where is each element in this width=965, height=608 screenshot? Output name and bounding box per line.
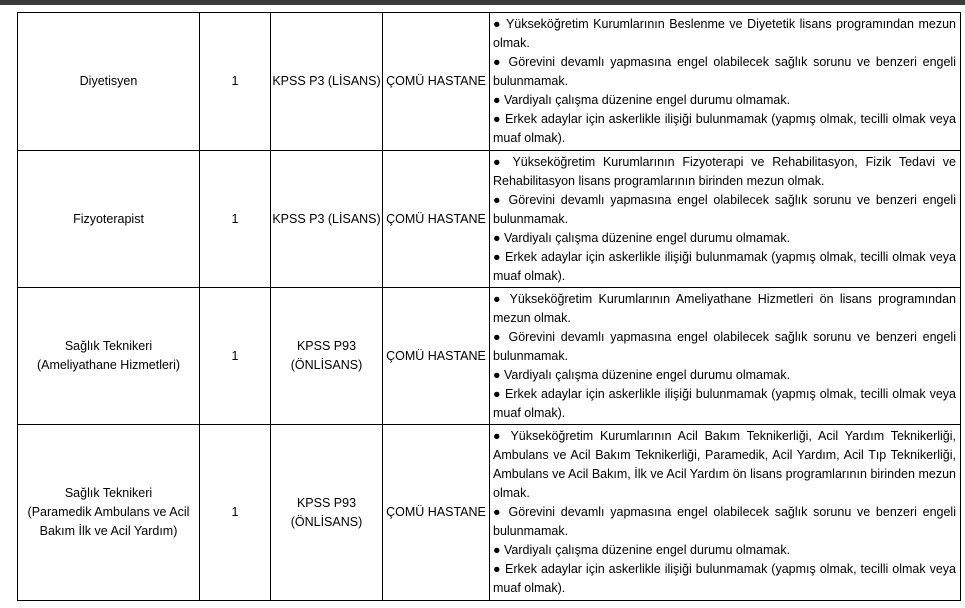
requirement-item: ● Erkek adaylar için askerlikle ilişiği bulunmamak (yapmış olmak, tecilli olmak veya muaf olmak).	[493, 112, 956, 145]
position-title-line: Sağlık Teknikeri	[64, 339, 153, 353]
exam-type-cell	[271, 425, 383, 601]
exam-type-cell	[271, 288, 383, 425]
requirement-item: ● Vardiyalı çalışma düzenine engel durumu olmamak.	[493, 230, 791, 245]
requirement-item: ● Vardiyalı çalışma düzenine engel durumu olmamak.	[493, 93, 791, 107]
requirement-item: ● Yükseköğretim Kurumlarının Fizyoterapi ve Rehabilitasyon, Fizik Tedavi ve Rehabilitasyon lisans programlarının birinden mezun olmak.	[493, 154, 956, 188]
requirements-cell	[490, 13, 961, 151]
requirement-item: ● Vardiyalı çalışma düzenine engel durumu olmamak.	[493, 543, 791, 557]
workplace-cell	[383, 288, 490, 425]
requirement-item: ● Görevini devamlı yapmasına engel olabilecek sağlık sorunu ve benzeri engeli bulunmamak.	[493, 192, 956, 226]
position-count: 1	[231, 74, 239, 88]
table-row	[18, 425, 961, 601]
position-title-cell	[18, 151, 200, 288]
requirement-item: ● Görevini devamlı yapmasına engel olabilecek sağlık sorunu ve benzeri engeli bulunmamak.	[493, 55, 956, 88]
table-row	[18, 13, 961, 151]
requirement-item: ● Görevini devamlı yapmasına engel olabilecek sağlık sorunu ve benzeri engeli bulunmamak.	[493, 329, 956, 363]
requirement-item: ● Vardiyalı çalışma düzenine engel durumu olmamak.	[493, 367, 791, 382]
position-count: 1	[231, 505, 239, 519]
workplace-cell	[383, 425, 490, 601]
requirement-item: ● Yükseköğretim Kurumlarının Ameliyathane Hizmetleri ön lisans programından mezun olmak.	[493, 291, 956, 325]
requirement-item: ● Erkek adaylar için askerlikle ilişiği bulunmamak (yapmış olmak, tecilli olmak veya muaf olmak).	[493, 249, 956, 283]
requirement-item: ● Görevini devamlı yapmasına engel olabilecek sağlık sorunu ve benzeri engeli bulunmamak.	[493, 505, 956, 538]
position-count-cell	[200, 288, 271, 425]
exam-type-line: KPSS P93	[296, 339, 357, 353]
table-row	[18, 151, 961, 288]
top-border-bar	[0, 0, 965, 5]
exam-type-cell	[271, 151, 383, 288]
positions-table	[17, 12, 961, 601]
exam-type-line: (ÖNLİSANS)	[290, 358, 363, 372]
exam-type-line: KPSS P3 (LİSANS)	[272, 74, 381, 88]
workplace-cell	[383, 13, 490, 151]
positions-table-body	[18, 13, 961, 601]
workplace-cell	[383, 151, 490, 288]
position-title-line: Fizyoterapist	[73, 211, 144, 226]
position-title-line: Bakım İlk ve Acil Yardım)	[39, 524, 178, 538]
position-count-cell	[200, 425, 271, 601]
requirements-cell	[490, 151, 961, 288]
workplace-name: ÇOMÜ HASTANE	[386, 348, 486, 363]
requirements-cell	[490, 425, 961, 601]
position-title-cell	[18, 13, 200, 151]
requirement-item: ● Yükseköğretim Kurumlarının Acil Bakım Teknikerliği, Acil Yardım Teknikerliği, Ambulans ve Acil Bakım Teknikerliği, Paramedik, Acil Yardım, Acil Tıp Teknikerliği, Ambulans ve Acil Bakım, İlk ve Acil Yardım ön lisans programlarının birinden mezun olmak.	[493, 429, 956, 500]
requirement-item: ● Erkek adaylar için askerlikle ilişiği bulunmamak (yapmış olmak, tecilli olmak veya muaf olmak).	[493, 562, 956, 595]
exam-type-line: (ÖNLİSANS)	[290, 514, 363, 529]
table-row	[18, 288, 961, 425]
position-count-cell	[200, 13, 271, 151]
position-count: 1	[231, 211, 239, 226]
requirement-item: ● Yükseköğretim Kurumlarının Beslenme ve Diyetetik lisans programından mezun olmak.	[493, 17, 956, 50]
exam-type-line: KPSS P93	[296, 495, 357, 510]
position-title-line: Sağlık Teknikeri	[64, 486, 153, 500]
requirement-item: ● Erkek adaylar için askerlikle ilişiği bulunmamak (yapmış olmak, tecilli olmak veya muaf olmak).	[493, 386, 956, 420]
requirements-cell	[490, 288, 961, 425]
position-title-line: Diyetisyen	[79, 74, 138, 88]
position-count-cell	[200, 151, 271, 288]
position-title-cell	[18, 288, 200, 425]
position-title-cell	[18, 425, 200, 601]
workplace-name: ÇOMÜ HASTANE	[386, 505, 486, 519]
position-title-line: (Ameliyathane Hizmetleri)	[36, 358, 181, 372]
workplace-name: ÇOMÜ HASTANE	[386, 74, 486, 88]
position-title-line: (Paramedik Ambulans ve Acil	[27, 505, 190, 519]
exam-type-cell	[271, 13, 383, 151]
exam-type-line: KPSS P3 (LİSANS)	[272, 211, 381, 226]
position-count: 1	[231, 348, 239, 363]
workplace-name: ÇOMÜ HASTANE	[386, 211, 486, 226]
